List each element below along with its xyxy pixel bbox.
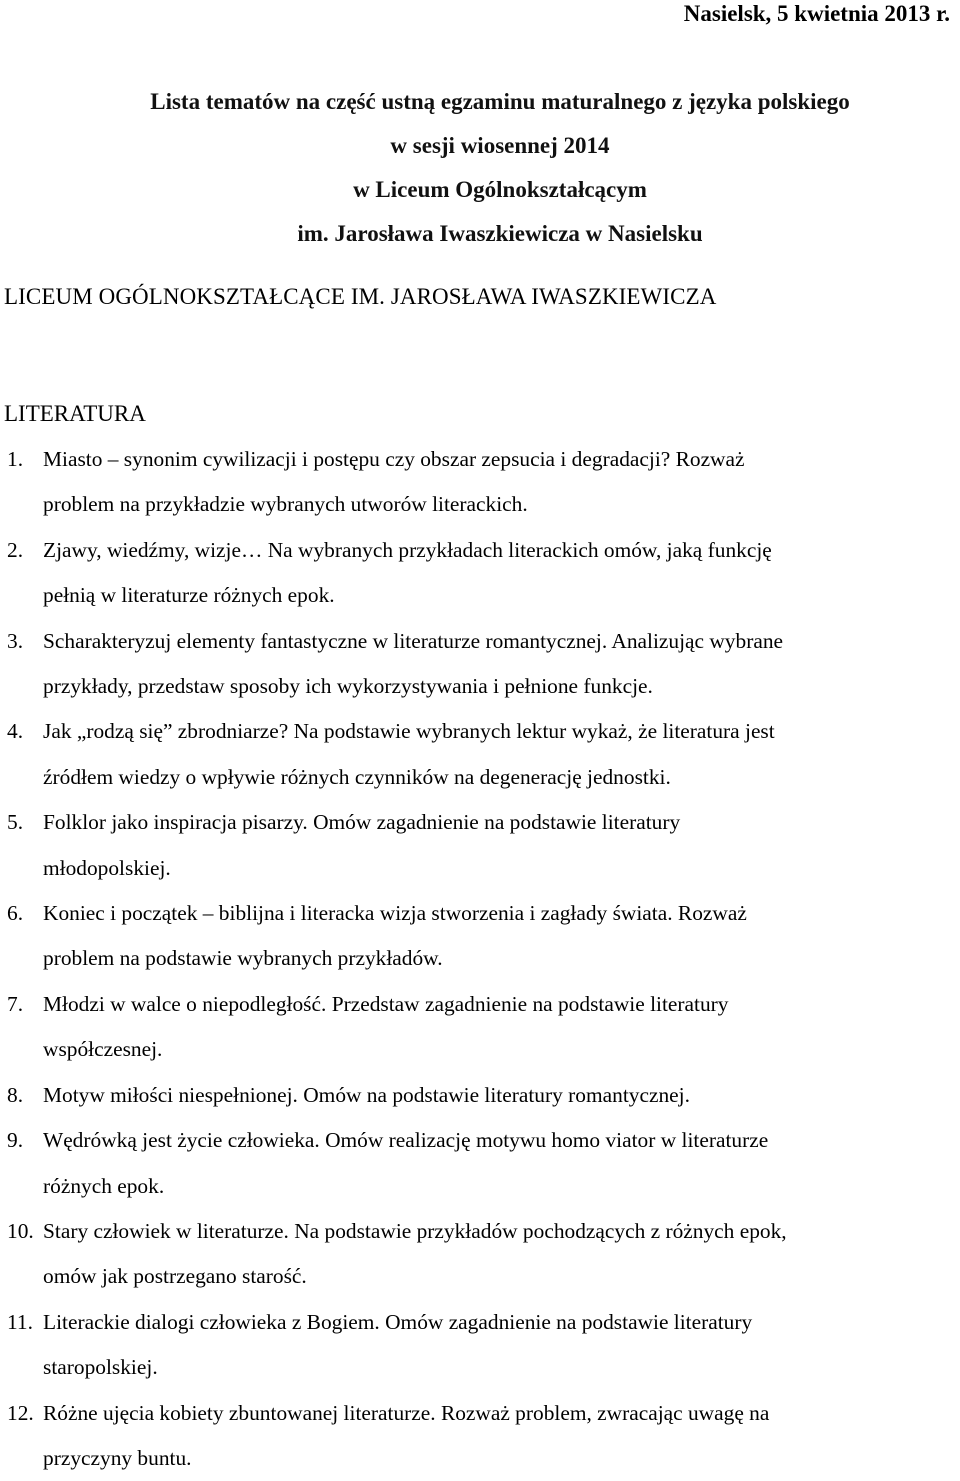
topic-text-line: problem na przykładzie wybranych utworów literackich. <box>43 492 528 517</box>
topic-item <box>0 437 960 528</box>
topic-number: 3. <box>7 628 24 653</box>
topic-text-line: przykłady, przedstaw sposoby ich wykorzystywania i pełnione funkcje. <box>43 674 653 699</box>
topic-item <box>0 709 960 800</box>
topic-text-line: Jak „rodzą się” zbrodniarze? Na podstawie wybranych lektur wykaż, że literatura jest <box>43 719 775 744</box>
topic-text-line: przyczyny buntu. <box>43 1445 192 1470</box>
topic-text-line: różnych epok. <box>43 1173 165 1198</box>
topic-number: 5. <box>7 810 24 835</box>
topic-item <box>0 800 960 891</box>
topic-item <box>0 891 960 982</box>
topic-number: 9. <box>7 1128 24 1153</box>
topic-text-line: Koniec i początek – biblijna i literacka wizja stworzenia i zagłady świata. Rozważ <box>43 901 747 926</box>
topic-number: 11. <box>7 1309 33 1334</box>
topic-text-line: współczesnej. <box>43 1037 163 1062</box>
topic-text-line: Scharakteryzuj elementy fantastyczne w literaturze romantycznej. Analizując wybrane <box>43 628 784 653</box>
topic-number: 7. <box>7 991 24 1016</box>
title-line: im. Jarosława Iwaszkiewicza w Nasielsku <box>297 221 703 246</box>
topic-text-line: Motyw miłości niespełnionej. Omów na podstawie literatury romantycznej. <box>43 1082 690 1107</box>
topic-number: 10. <box>7 1218 34 1243</box>
topic-item <box>0 1118 960 1209</box>
topic-number: 2. <box>7 537 24 562</box>
topic-number: 4. <box>7 719 24 744</box>
topic-text-line: problem na podstawie wybranych przykładów. <box>43 946 443 971</box>
topic-item <box>0 619 960 710</box>
document-title <box>0 80 960 256</box>
school-name: LICEUM OGÓLNOKSZTAŁCĄCE IM. JAROSŁAWA IWASZKIEWICZA <box>4 284 717 309</box>
topic-text-line: Wędrówką jest życie człowieka. Omów realizację motywu homo viator w literaturze <box>43 1128 769 1153</box>
topic-item <box>0 982 960 1073</box>
date-line: Nasielsk, 5 kwietnia 2013 r. <box>683 1 950 26</box>
topic-text-line: Stary człowiek w literaturze. Na podstawie przykładów pochodzących z różnych epok, <box>43 1218 787 1243</box>
topic-number: 6. <box>7 901 24 926</box>
section-title: LITERATURA <box>4 401 146 426</box>
topic-number: 8. <box>7 1082 24 1107</box>
title-line: w sesji wiosennej 2014 <box>390 133 610 158</box>
topic-text-line: młodopolskiej. <box>43 855 171 880</box>
topic-text-line: Różne ujęcia kobiety zbuntowanej literaturze. Rozważ problem, zwracając uwagę na <box>43 1400 770 1425</box>
topic-item <box>0 1300 960 1391</box>
topic-item <box>0 1391 960 1481</box>
topic-text-line: Folklor jako inspiracja pisarzy. Omów zagadnienie na podstawie literatury <box>43 810 681 835</box>
topic-item <box>0 1209 960 1300</box>
topic-text-line: Zjawy, wiedźmy, wizje… Na wybranych przykładach literackich omów, jaką funkcję <box>43 537 772 562</box>
topic-text-line: omów jak postrzegano starość. <box>43 1264 307 1289</box>
topic-text-line: Literackie dialogi człowieka z Bogiem. Omów zagadnienie na podstawie literatury <box>43 1309 753 1334</box>
topic-list <box>0 437 960 1481</box>
topic-text-line: Miasto – synonim cywilizacji i postępu czy obszar zepsucia i degradacji? Rozważ <box>43 447 745 471</box>
topic-item <box>0 1073 960 1118</box>
topic-item <box>0 528 960 619</box>
topic-text-line: źródłem wiedzy o wpływie różnych czynników na degenerację jednostki. <box>43 764 671 789</box>
topic-number: 12. <box>7 1400 34 1425</box>
title-line: Lista tematów na część ustną egzaminu maturalnego z języka polskiego <box>150 89 850 114</box>
topic-text-line: pełnią w literaturze różnych epok. <box>43 583 335 608</box>
topic-text-line: Młodzi w walce o niepodległość. Przedstaw zagadnienie na podstawie literatury <box>43 991 729 1016</box>
topic-text-line: staropolskiej. <box>43 1355 158 1380</box>
topic-number: 1. <box>7 447 24 471</box>
title-line: w Liceum Ogólnokształcącym <box>353 177 647 202</box>
